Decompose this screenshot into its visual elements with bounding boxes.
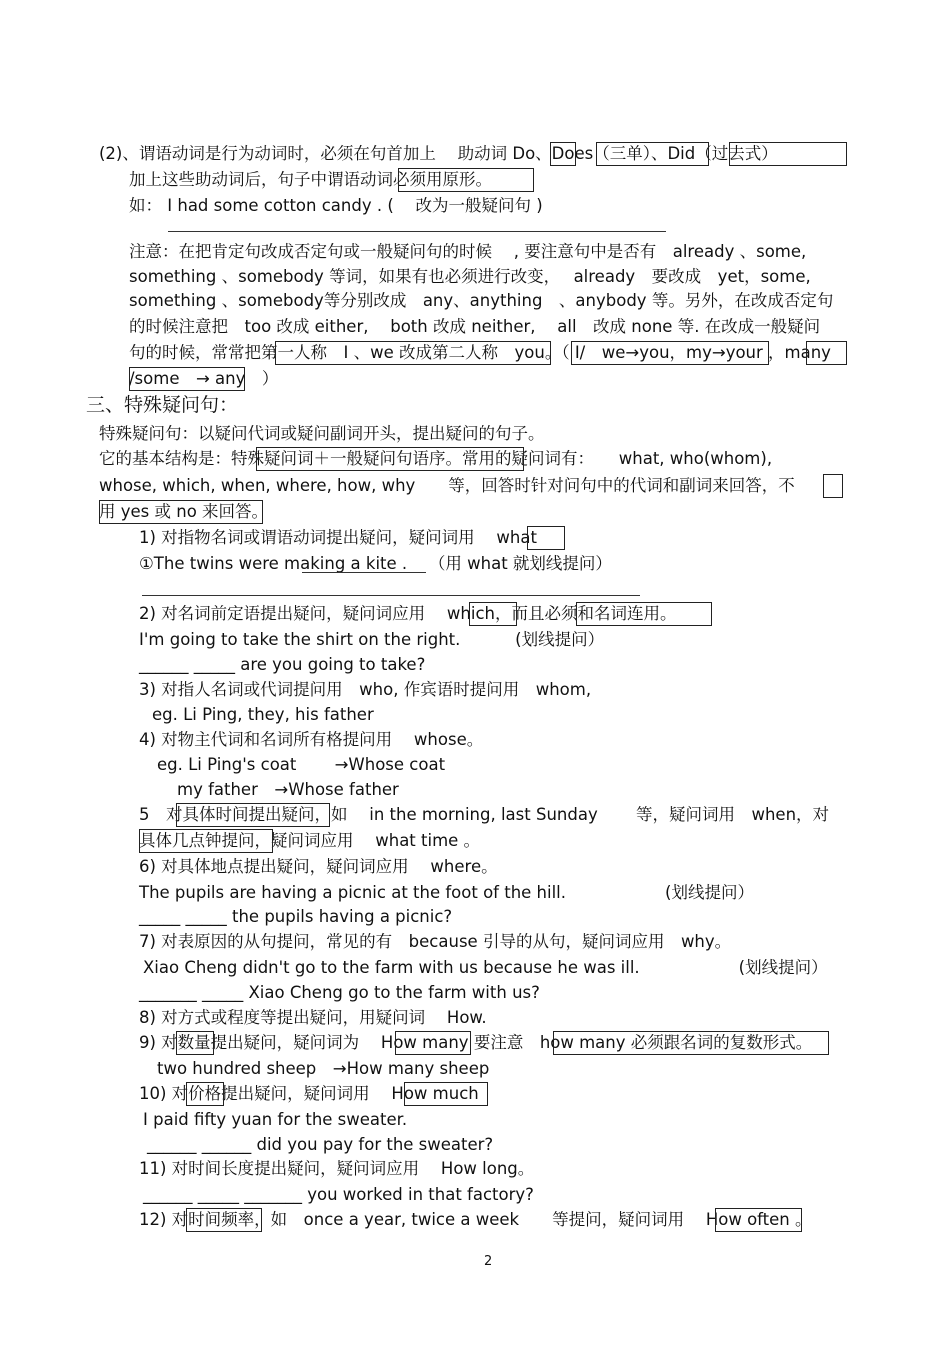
text-line: 如： I had some cotton candy . ( 改为一般疑问句 ) (129, 196, 543, 215)
text-line: 10) 对价格提出疑问，疑问词用 How much (139, 1084, 479, 1103)
highlight-box (823, 474, 843, 498)
highlight-box (729, 142, 847, 166)
text-line: two hundred sheep →How many sheep (157, 1059, 490, 1078)
text-line: eg. Li Ping's coat →Whose coat (157, 755, 446, 774)
text-line: 特殊疑问句：以疑问代词或疑问副词开头，提出疑问的句子。 (99, 424, 545, 443)
highlight-box (469, 602, 517, 626)
text-line: eg. Li Ping, they, his father (152, 705, 374, 724)
answer-blank (142, 595, 640, 596)
text-line: 1) 对指物名词或谓语动词提出疑问，疑问词用 what (139, 528, 537, 547)
highlight-box (139, 829, 273, 853)
highlight-box (395, 1031, 471, 1055)
page-number: 2 (484, 1254, 493, 1269)
text-line: 5 对具体时间提出疑问，如 in the morning, last Sunday 等，疑问词用 when，对 (139, 805, 830, 824)
highlight-box (553, 1031, 829, 1055)
highlight-box (576, 602, 712, 626)
underline-mark (302, 572, 426, 573)
highlight-box (596, 142, 709, 166)
highlight-box (186, 1208, 262, 1232)
highlight-box (275, 341, 551, 365)
text-line: ______ _____ are you going to take? (139, 655, 426, 674)
highlight-box (256, 447, 524, 471)
text-line: 9) 对数量提出疑问，疑问词为 How many 要注意 how many 必须跟名词的复数形式。 (139, 1033, 813, 1052)
text-line: 句的时候，常常把第一人称 I 、we 改成第二人称 you。（ I/ we→you，my→your ，many (129, 343, 831, 362)
highlight-box (176, 1031, 214, 1055)
text-line: 4) 对物主代词和名词所有格提问用 whose。 (139, 730, 484, 749)
text-line: I'm going to take the shirt on the right. (划线提问） (139, 630, 605, 649)
text-line: my father →Whose father (177, 780, 399, 799)
highlight-box (527, 526, 565, 550)
highlight-box (571, 341, 769, 365)
text-line: 11) 对时间长度提出疑问，疑问词应用 How long。 (139, 1159, 535, 1178)
highlight-box (404, 1082, 488, 1106)
text-line: 具体几点钟提问，疑问词应用 what time 。 (139, 831, 481, 850)
highlight-box (398, 168, 534, 192)
section-heading: 三、特殊疑问句： (86, 394, 239, 416)
text-line: _______ _____ Xiao Cheng go to the farm with us? (139, 983, 540, 1002)
text-line: 加上这些助动词后，句子中谓语动词必须用原形。 (129, 170, 492, 189)
highlight-box (186, 1082, 224, 1106)
text-line: (2)、谓语动词是行为动词时，必须在句首加上 助动词 Do、Does（三单）、Did（过去式） (99, 144, 778, 163)
text-line: whose, which, when, where, how, why 等，回答时针对问句中的代词和副词来回答，不 (99, 476, 795, 495)
text-line: 的时候注意把 too 改成 either, both 改成 neither, all 改成 none 等. 在改成一般疑问 (129, 317, 821, 336)
highlight-box (99, 500, 263, 524)
highlight-box (550, 142, 576, 166)
answer-blank (168, 231, 666, 232)
text-line: 8) 对方式或程度等提出疑问，用疑问词 How. (139, 1008, 487, 1027)
highlight-box (129, 367, 245, 391)
text-line: 2) 对名词前定语提出疑问，疑问词应用 which，而且必须和名词连用。 (139, 604, 677, 623)
text-line: 7) 对表原因的从句提问，常见的有 because 引导的从句，疑问词应用 why。 (139, 932, 732, 951)
text-line: ______ ______ did you pay for the sweater? (147, 1135, 494, 1154)
text-line: /some → any ） (129, 369, 279, 388)
text-line: Xiao Cheng didn't go to the farm with us because he was ill. (划线提问） (143, 958, 828, 977)
text-line: ______ _____ _______ you worked in that factory? (143, 1185, 534, 1204)
text-line: 用 yes 或 no 来回答。 (99, 502, 269, 521)
text-line: 注意：在把肯定句改成否定句或一般疑问句的时候 , 要注意句中是否有 already 、some, (129, 242, 807, 261)
text-line: 12) 对时间频率，如 once a year, twice a week 等提问，疑问词用 How often 。 (139, 1210, 812, 1229)
highlight-box (176, 803, 330, 827)
text-line: The pupils are having a picnic at the foot of the hill. (划线提问） (139, 883, 754, 902)
highlight-box (806, 341, 847, 365)
text-line: ①The twins were making a kite . （用 what 就划线提问） (139, 554, 612, 573)
text-line: 它的基本结构是：特殊疑问词＋一般疑问句语序。常用的疑问词有： what, who(whom), (99, 449, 773, 468)
text-line: 3) 对指人名词或代词提问用 who, 作宾语时提问用 whom, (139, 680, 592, 699)
text-line: I paid fifty yuan for the sweater. (143, 1110, 408, 1129)
text-line: _____ _____ the pupils having a picnic? (139, 907, 453, 926)
text-line: something 、somebody等分别改成 any、anything 、anybody 等。另外，在改成否定句 (129, 291, 834, 310)
text-line: 6) 对具体地点提出疑问，疑问词应用 where。 (139, 857, 498, 876)
highlight-box (715, 1208, 802, 1232)
text-line: something 、somebody 等词，如果有也必须进行改变， already 要改成 yet，some, (129, 267, 811, 286)
